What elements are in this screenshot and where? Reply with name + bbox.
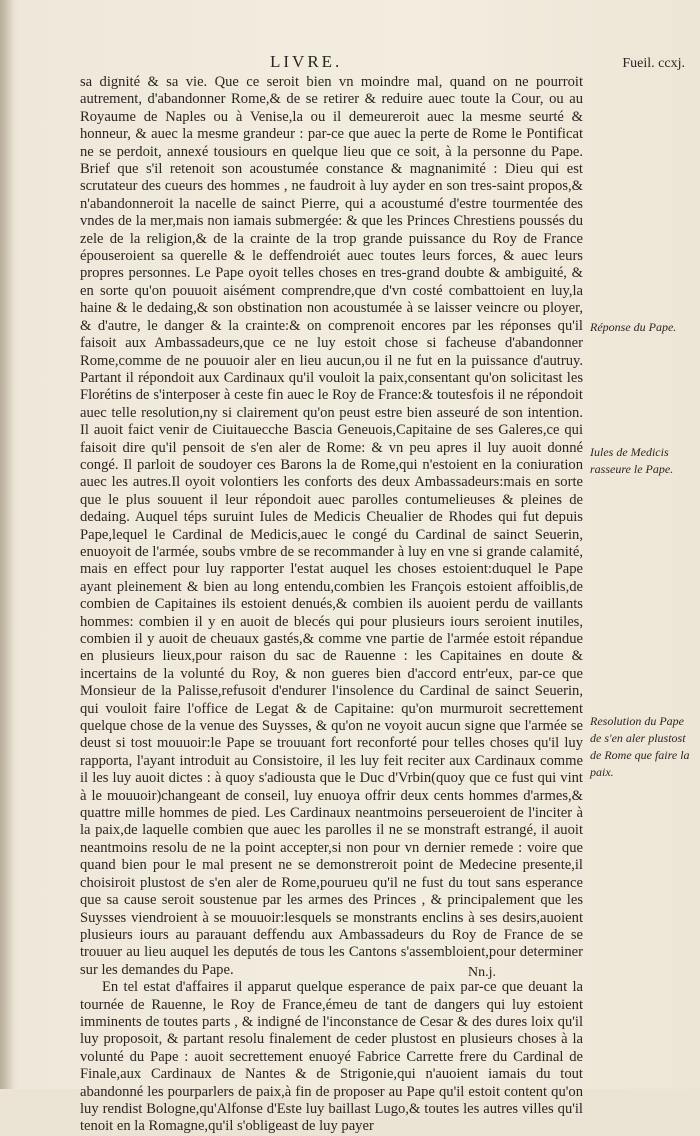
main-text [80, 74, 583, 1135]
catchword: Nn.j. [468, 965, 496, 980]
binding-shadow [0, 0, 14, 1089]
folio-number: Fueil. ccxj. [622, 56, 685, 71]
marginal-note-resolution: Resolution du Pape de s'en aler plustost de Rome que faire la paix. [590, 714, 690, 779]
paragraph: En tel estat d'affaires il apparut quelque esperance de paix par-ce que deuant la tournée de Rauenne, le Roy de France,émeu de tant de dangers qui luy estoient imminents de toutes parts , & indigné de l'inconstance de Cesar & des dures loix qu'il luy proposoit, & partant resolu finalement de ceder plustost en plusieurs choses à la volunté du Pape : auoit secrettement enuoyé Fabrice Carrette frere du Cardinal de Finale,aux Cardinaux de Nantes & de Strigonie,qui n'auoient iamais du tout abandonné les pourparlers de paix,à fin de proposer au Pape qu'il estoit content qu'on luy rendist Bologne,qu'Alfonse d'Este luy baillast Lugo,& toutes les autres villes qu'il tenoit en la Romagne,qu'il s'obligeast de luy payer [80, 979, 583, 1135]
running-head: LIVRE. [270, 52, 343, 71]
paragraph: sa dignité & sa vie. Que ce seroit bien vn moindre mal, quand on ne pourroit autrement, d'abandonner Rome,& de se retirer & reduire auec toute la Cour, ou au Royaume de Naples ou à Venise,la ou il demeureroit auec la mesme seurté & honneur, & auec la mesme grandeur : par-ce que auec la perte de Rome le Pontificat ne se perdoit, annexé tousiours en quelque lieu que ce soit, à la personne du Pape. Brief que s'il retenoit son acoustumée constance & magnanimité : Dieu qui est scrutateur des cueurs des hommes , ne faudroit à luy ayder en son tres-saint propos,& n'abandonneroit la nacelle de sainct Pierre, qui a acoustumé d'estre tourmentée des vndes de la mer,mais non iamais submergée: & que les Princes Chrestiens poussés du zele de la religion,& de la crainte de la trop grande puissance du Roy de France épouseroient sa querelle & le deffendroiét auec toutes leurs forces, & auec leurs propres personnes. Le Pape oyoit telles choses en tres-grand doubte & ambiguité, & en sorte qu'on pouuoit aisément comprendre,que d'vn costé combattoient en luy,la haine & le dedaing,& son obstination non acoustumée à se laisser veincre ou ployer, & d'autre, le danger & la crainte:& on comprenoit encores par les réponses qu'il faisoit aux Ambassadeurs,que ce ne luy estoit chose si facheuse d'abandonner Rome,comme de ne pouuoir aler en lieu aucun,ou il ne fut en la puissance d'autruy. Partant il répondoit aux Cardinaux qu'il vouloit la paix,consentant qu'on solicitast les Florétins de s'interposer à ceste fin auec le Roy de France:& toutesfois il ne répondoit auec telle resolution,ny si clairement qu'on peust estre bien asseuré de son intention. Il auoit faict venir de Ciuitauecche Bascia Geneuois,Capitaine de ses Galeres,ce qui faisoit dire qu'il pensoit de s'en aler de Rome: & vn peu apres il luy auoit donné congé. Il parloit de soudoyer ces Barons la de Rome,qui n'estoient en la coniuration auec les autres.Il oyoit volontiers les conforts des deux Ambassadeurs:mais en sorte que le plus souuent il leur répondoit auec parolles contumelieuses & pleines de dedaing. Auquel téps suruint Iules de Medicis Cheualier de Rhodes qui fut depuis Pape,lequel le Cardinal de Medicis,auec le congé du Cardinal de sainct Seuerin, enuoyoit de l'armée, soubs vmbre de se recommander à luy en vne si grande calamité, mais en effect pour luy rapporter l'estat auquel les choses estoient:duquel le Pape ayant pleinement & bien au long entendu,combien les François estoient affoiblis,de combien de Capitaines ils estoient denués,& combien ils auoient perdu de vaillants hommes: combien il y en auoit de blecés qui pour plusieurs iours seroient inutiles, combien il y auoit de cheuaux gastés,& comme vne partie de l'armée estoit répandue en plusieurs lieux,pour raison du sac de Rauenne : les Capitaines en doute & incertains de la volunté du Roy, & non gueres bien d'accord entr'eux, par-ce que Monsieur de la Palisse,refusoit d'endurer l'insolence du Cardinal de sainct Seuerin, qui vouloit faire l'office de Legat & de Capitaine: qu'on murmuroit secrettement quelque chose de la venue des Suysses, & qu'on ne voyoit aucun signe que l'armée se deust si tost mouuoir:le Pape se trouuant fort reconforté pour telles choses qu'il luy rapporta, l'ayant introduit au Consistoire, il les luy feit reciter aux Cardinaux comme il les luy auoit dictes : à quoy s'adiousta que le Duc d'Vrbin(quoy que ce fust qui vint à le mouuoir)changeant de conseil, luy enuoya offrir deux cents hommes d'armes,& quattre mille hommes de pied. Les Cardinaux neantmoins perseueroient de l'inciter à la paix,de laquelle combien que auec les parolles il ne se monstraft estrangé, il auoit neantmoins resolu de ne la point accepter,si non pour vn dernier remede : voire que quand bien pour le mal present ne se demonstreroit point de Medecine presente,il choisiroit plustost de s'en aler de Rome,pourueu qu'il ne fust du tout sans esperance que sa cause seroit soustenue par les armes des Princes , & principalement que les Suysses viendroient à se mouuoir:lesquels se monstrants enclins à ses desirs,auoient plusieurs iours au parauant deffendu aux Ambassadeurs du Roy de France de se trouuer au lieu auquel les deputés de tous les Cantons s'assembloient,pour determiner sur les demandes du Pape. [80, 74, 583, 978]
marginal-note-reponse: Réponse du Pape. [590, 320, 677, 334]
marginal-note-iules: Iules de Medicis rasseure le Pape. [590, 445, 674, 476]
